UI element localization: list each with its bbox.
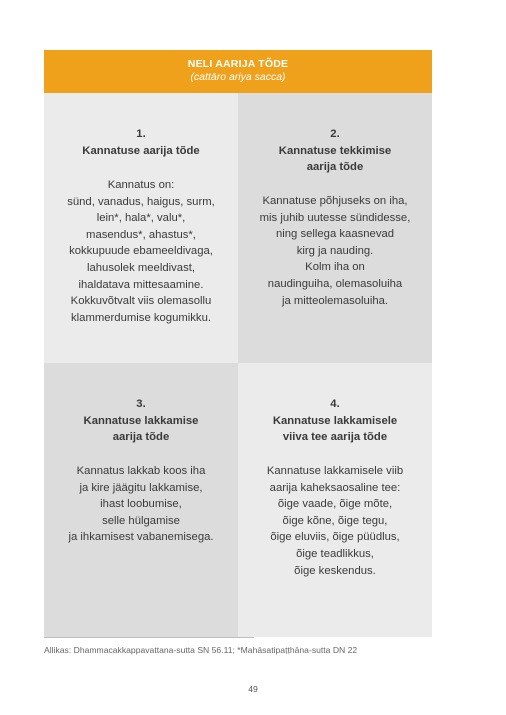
truth-title-line: Kannatuse tekkimise <box>278 144 392 157</box>
truth-body <box>44 463 238 546</box>
truth-title-line: viiva tee aarija tõde <box>282 431 388 444</box>
truth-body-line: ja ihkamisest vabanemisega. <box>68 531 214 544</box>
truth-body-line: ja kire jäägitu lakkamise, <box>79 481 203 494</box>
truth-cell-3 <box>44 363 238 637</box>
truth-title-line: Kannatuse lakkamisele <box>272 414 398 427</box>
truth-body <box>238 463 432 579</box>
truth-heading <box>238 396 432 446</box>
truth-body-line: selle hülgamise <box>102 514 180 527</box>
truth-body-line: õige vaade, õige mõte, <box>277 498 393 511</box>
truth-body-line: Kokkuvõtvalt viis olemasollu <box>70 295 212 308</box>
truth-body-line: klammerdumise kogumikku. <box>71 311 211 324</box>
table-title: NELI AARIJA TÕDE <box>187 58 289 70</box>
truth-body-line: lahusolek meeldivast, <box>86 261 195 274</box>
truth-body <box>44 177 238 326</box>
truth-title-line: aarija tõde <box>306 161 364 174</box>
truth-body-line: Kolm iha on <box>305 261 365 274</box>
truth-body-line: Kannatuse põhjuseks on iha, <box>262 195 408 207</box>
truth-body-line: naudinguiha, olemasoluiha <box>267 277 403 290</box>
truth-body-line: aarija kaheksaosaline tee: <box>269 481 401 494</box>
truth-body-line: kirg ja nauding. <box>296 244 374 257</box>
truth-body-line: lein*, hala*, valu*, <box>96 212 186 225</box>
truth-body-line: mis juhib uutesse sündidesse, <box>259 211 411 224</box>
truth-number: 4. <box>330 398 340 410</box>
truth-body-line: õige keskendus. <box>294 564 376 577</box>
truth-number: 1. <box>136 128 146 140</box>
truth-number: 3. <box>136 398 146 410</box>
table-header <box>44 50 432 93</box>
truth-body-line: ning sellega kaasnevad <box>275 228 395 241</box>
truth-body-line: Kannatus lakkab koos iha <box>76 465 206 477</box>
truth-body-line: Kannatus on: <box>107 179 175 191</box>
truth-body-line: õige kõne, õige tegu, <box>282 514 388 527</box>
source-note: Allikas: Dhammacakkappavattana-sutta SN 56.11; *Mahāsatipaṭṭhāna-sutta DN 22 <box>44 645 358 655</box>
truth-cell-1 <box>44 93 238 363</box>
truth-body-line: õige eluviis, õige püüdlus, <box>270 531 400 544</box>
truth-body-line: masendus*, ahastus*, <box>86 228 196 241</box>
truth-body <box>238 193 432 309</box>
truth-body-line: kokkupuude ebameeldivaga, <box>69 245 213 258</box>
truth-cell-2 <box>238 93 432 363</box>
footnote-divider <box>44 637 254 638</box>
truth-heading <box>44 126 238 159</box>
truth-heading <box>44 396 238 446</box>
truth-heading <box>238 126 432 176</box>
truth-body-line: Kannatuse lakkamisele viib <box>266 465 404 477</box>
truth-body-line: ja mitteolemasoluiha. <box>281 294 389 307</box>
table-subtitle: (cattāro ariya sacca) <box>190 71 286 83</box>
page-number: 49 <box>248 684 258 694</box>
truth-cell-4 <box>238 363 432 637</box>
truths-grid <box>44 93 432 637</box>
truth-title-line: Kannatuse aarija tõde <box>82 144 200 157</box>
truth-title-line: aarija tõde <box>112 431 170 444</box>
truth-number: 2. <box>330 128 340 140</box>
truth-title-line: Kannatuse lakkamise <box>83 414 199 427</box>
truth-body-line: sünd, vanadus, haigus, surm, <box>67 195 215 208</box>
truth-body-line: ihaldatava mittesaamine. <box>78 278 204 291</box>
truth-body-line: ihast loobumise, <box>100 498 182 511</box>
truth-body-line: õige teadlikkus, <box>296 547 374 560</box>
